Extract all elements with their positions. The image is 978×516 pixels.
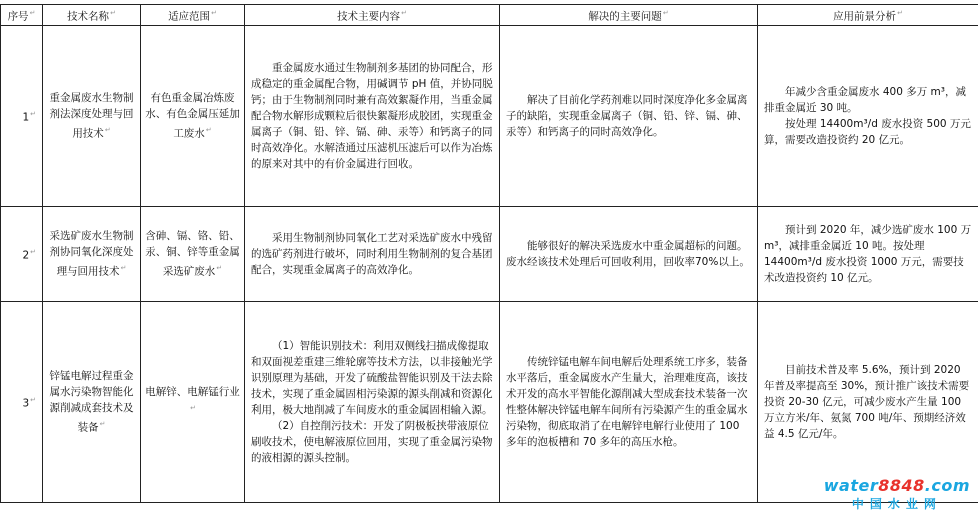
cell-content bbox=[245, 26, 500, 207]
cell-name: 重金属废水生物制剂法深度处理与回用技术↵ bbox=[43, 26, 141, 207]
technology-table bbox=[0, 4, 978, 503]
cell-scope: 含砷、镉、铬、铅、汞、铜、锌等重金属采选矿废水↵ bbox=[141, 207, 245, 302]
content-paragraph: 采用生物制剂协同氧化工艺对采选矿废水中残留的选矿药剂进行破坏，同时利用生物制剂的复合基团配合，实现重金属离子的高效净化。 bbox=[251, 232, 493, 276]
cell-prospect bbox=[758, 207, 978, 302]
watermark-logo: water8848.com bbox=[823, 476, 970, 495]
cell-prospect bbox=[758, 302, 978, 503]
cell-index: 2↵ bbox=[1, 207, 43, 302]
site-watermark bbox=[824, 476, 970, 512]
header-content: 技术主要内容↵ bbox=[245, 5, 500, 26]
prospect-paragraph: 年减少含重金属废水 400 多万 m³，减排重金属近 30 吨。 bbox=[764, 86, 966, 114]
cell-index: 1↵ bbox=[1, 26, 43, 207]
prospect-paragraph: 目前技术普及率 5.6%，预计到 2020 年普及率提高至 30%，预计推广该技术需要投资 20-30 亿元，可减少废水产生量 100 万立方米/年、氨氮 700 吨/年、预期经济效益 4.5 亿元/年。 bbox=[764, 364, 970, 440]
header-name: 技术名称↵ bbox=[43, 5, 141, 26]
problem-paragraph: 能够很好的解决采选废水中重金属超标的问题。废水经该技术处理后可回收利用，回收率70%以上。 bbox=[506, 240, 750, 268]
table-row bbox=[1, 26, 978, 207]
cell-scope: 有色重金属冶炼废水、有色金属压延加工废水↵ bbox=[141, 26, 245, 207]
cell-prospect bbox=[758, 26, 978, 207]
cell-problem bbox=[500, 26, 758, 207]
prospect-paragraph: 预计到 2020 年，减少选矿废水 100 万 m³，减排重金属近 10 吨。按处理 14400m³/d 废水投资 1000 万元，需要技术改造投资约 10 亿元。 bbox=[764, 224, 972, 284]
watermark-site-name: 中国水业网 bbox=[851, 497, 942, 511]
cell-content bbox=[245, 302, 500, 503]
cell-name: 采选矿废水生物制剂协同氧化深度处理与回用技术↵ bbox=[43, 207, 141, 302]
cell-name: 锌锰电解过程重金属水污染物智能化源削减成套技术及装备↵ bbox=[43, 302, 141, 503]
content-paragraph: 重金属废水通过生物制剂多基团的协同配合，形成稳定的重金属配合物，用碱调节 pH 值，并协同脱钙；由于生物制剂同时兼有高效絮凝作用，当重金属配合物水解形成颗粒后很快絮凝形成胶团，实现重金属离子（铜、铅、锌、镉、砷、汞等）和钙离子的同时高效净化。水解渣通过压滤机压滤后可以作为冶炼的原来对其中的有价金属进行回收。 bbox=[251, 62, 493, 170]
table-row bbox=[1, 207, 978, 302]
cell-problem bbox=[500, 302, 758, 503]
prospect-paragraph: 按处理 14400m³/d 废水投资 500 万元算，需要改造投资约 20 亿元。 bbox=[764, 118, 971, 146]
header-scope: 适应范围↵ bbox=[141, 5, 245, 26]
problem-paragraph: 传统锌锰电解车间电解后处理系统工序多，装备水平落后，重金属废水产生量大，治理难度高，该技术开发的高水平智能化源削减大型成套技术装备一次性整体解决锌锰电解车间所有污染源产生的重金属水污染物，彻底取消了在电解锌电解行业使用了 100 多年的泡板槽和 70 多年的高压水枪。 bbox=[506, 356, 748, 448]
table-row bbox=[1, 302, 978, 503]
content-paragraph: （1）智能识别技术：利用双侧线扫描成像提取和双面视差重建三维轮廓等技术方法，以非接触光学识别原理为基础，开发了硫酸盐智能识别及干法去除技术，实现了重金属固相污染源的源头削减和资源化利用，极大地削减了车间废水的重金属固相输入源。 bbox=[251, 340, 493, 416]
cell-content bbox=[245, 207, 500, 302]
cell-problem bbox=[500, 207, 758, 302]
header-index: 序号↵ bbox=[1, 5, 43, 26]
cell-scope: 电解锌、电解锰行业↵ bbox=[141, 302, 245, 503]
content-paragraph: （2）自控削污技术：开发了阴极板挟带液原位刷收技术，使电解液原位回用，实现了重金属污染物的液相源的源头控制。 bbox=[251, 420, 493, 464]
table-header-row bbox=[1, 5, 978, 26]
cell-index: 3↵ bbox=[1, 302, 43, 503]
header-problem: 解决的主要问题↵ bbox=[500, 5, 758, 26]
problem-paragraph: 解决了目前化学药剂难以同时深度净化多金属离子的缺陷，实现重金属离子（铜、铅、锌、镉、砷、汞等）和钙离子的同时高效净化。 bbox=[506, 94, 748, 138]
header-prospect: 应用前景分析↵ bbox=[758, 5, 978, 26]
